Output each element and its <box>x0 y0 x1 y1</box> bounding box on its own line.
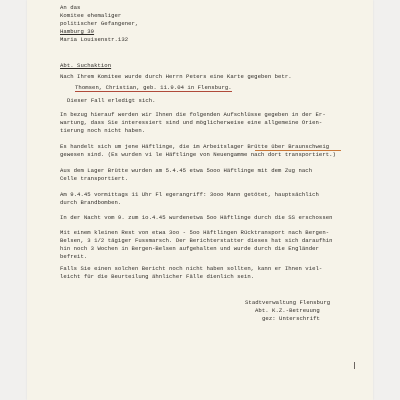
paragraph-line: In bezug hierauf werden wir Ihnen die folgenden Aufschlüsse gegeben in der Er- <box>60 111 326 118</box>
paragraph-line: In der Nacht vom 9. zum 1o.4.45 wurdenetwa 5oo Häftlinge durch die SS erschossen <box>60 214 333 221</box>
subject-line: Thomsen, Christian, geb. 11.9.04 in Flensburg. <box>75 84 232 91</box>
paragraph-line: Belsen, 3 1/2 tägiger Fussmarsch. Der Berichterstatter dieses hat sich daraufhin <box>60 237 333 244</box>
paragraph-line: Es handelt sich um jene Häftlinge, die im Arbeitslager Brütte über Braunschweig <box>60 143 330 150</box>
paragraph-line: leicht für die Beurteilung ähnlicher Fälle dienlich sein. <box>60 273 255 280</box>
address-line: Maria Louisenstr.132 <box>60 36 129 43</box>
signature-line: Stadtverwaltung Flensburg <box>245 299 331 306</box>
paragraph-line: gewesen sind. (Es wurden vi le Häftlinge von Neuengamme nach dort transportiert.) <box>60 151 336 158</box>
address-line: Hamburg 39 <box>60 28 95 35</box>
paragraph-line: Falls Sie einen solchen Bericht noch nicht haben sollten, kann er Ihnen viel- <box>60 265 323 272</box>
paragraph-line: Dieser Fall erledigt sich. <box>67 97 156 104</box>
paragraph-line: tierung noch nicht haben. <box>60 127 146 134</box>
paragraph-line: wartung, dass Sie interessiert sind und möglicherweise eine allgemeine Orien- <box>60 119 323 126</box>
department-heading: Abt. Suchaktion <box>60 62 112 69</box>
document-page <box>27 0 373 400</box>
intro-line: Nach Ihrem Komitee wurde durch Herrn Peters eine Karte gegeben betr. <box>60 73 292 80</box>
paragraph-line: Celle transportiert. <box>60 175 129 182</box>
paragraph-line: Am 9.4.45 vormittags 11 Uhr Fl egerangriff: 3ooo Mann getötet, hauptsächlich <box>60 191 319 198</box>
pencil-mark <box>354 362 355 369</box>
paragraph-line: Aus dem Lager Brütte wurden am 5.4.45 etwa 5ooo Häftlinge mit dem Zug nach <box>60 167 313 174</box>
signature-line: gez: Unterschrift <box>262 315 320 322</box>
address-line: politischer Gefangener, <box>60 20 139 27</box>
paragraph-line: Mit einem kleinen Rest von etwa 3oo - 5oo Häftlingen Rücktransport nach Bergen- <box>60 229 330 236</box>
paragraph-line: befreit. <box>60 253 88 260</box>
address-line: An das <box>60 4 81 11</box>
address-line: Komitee ehemaliger <box>60 12 122 19</box>
paragraph-line: hin noch 3 Wochen in Bergen-Belsen aufgehalten und wurde durch die Engländer <box>60 245 319 252</box>
paragraph-line: durch Brandbomben. <box>60 199 122 206</box>
signature-line: Abt. K.Z.-Betreuung <box>255 307 320 314</box>
